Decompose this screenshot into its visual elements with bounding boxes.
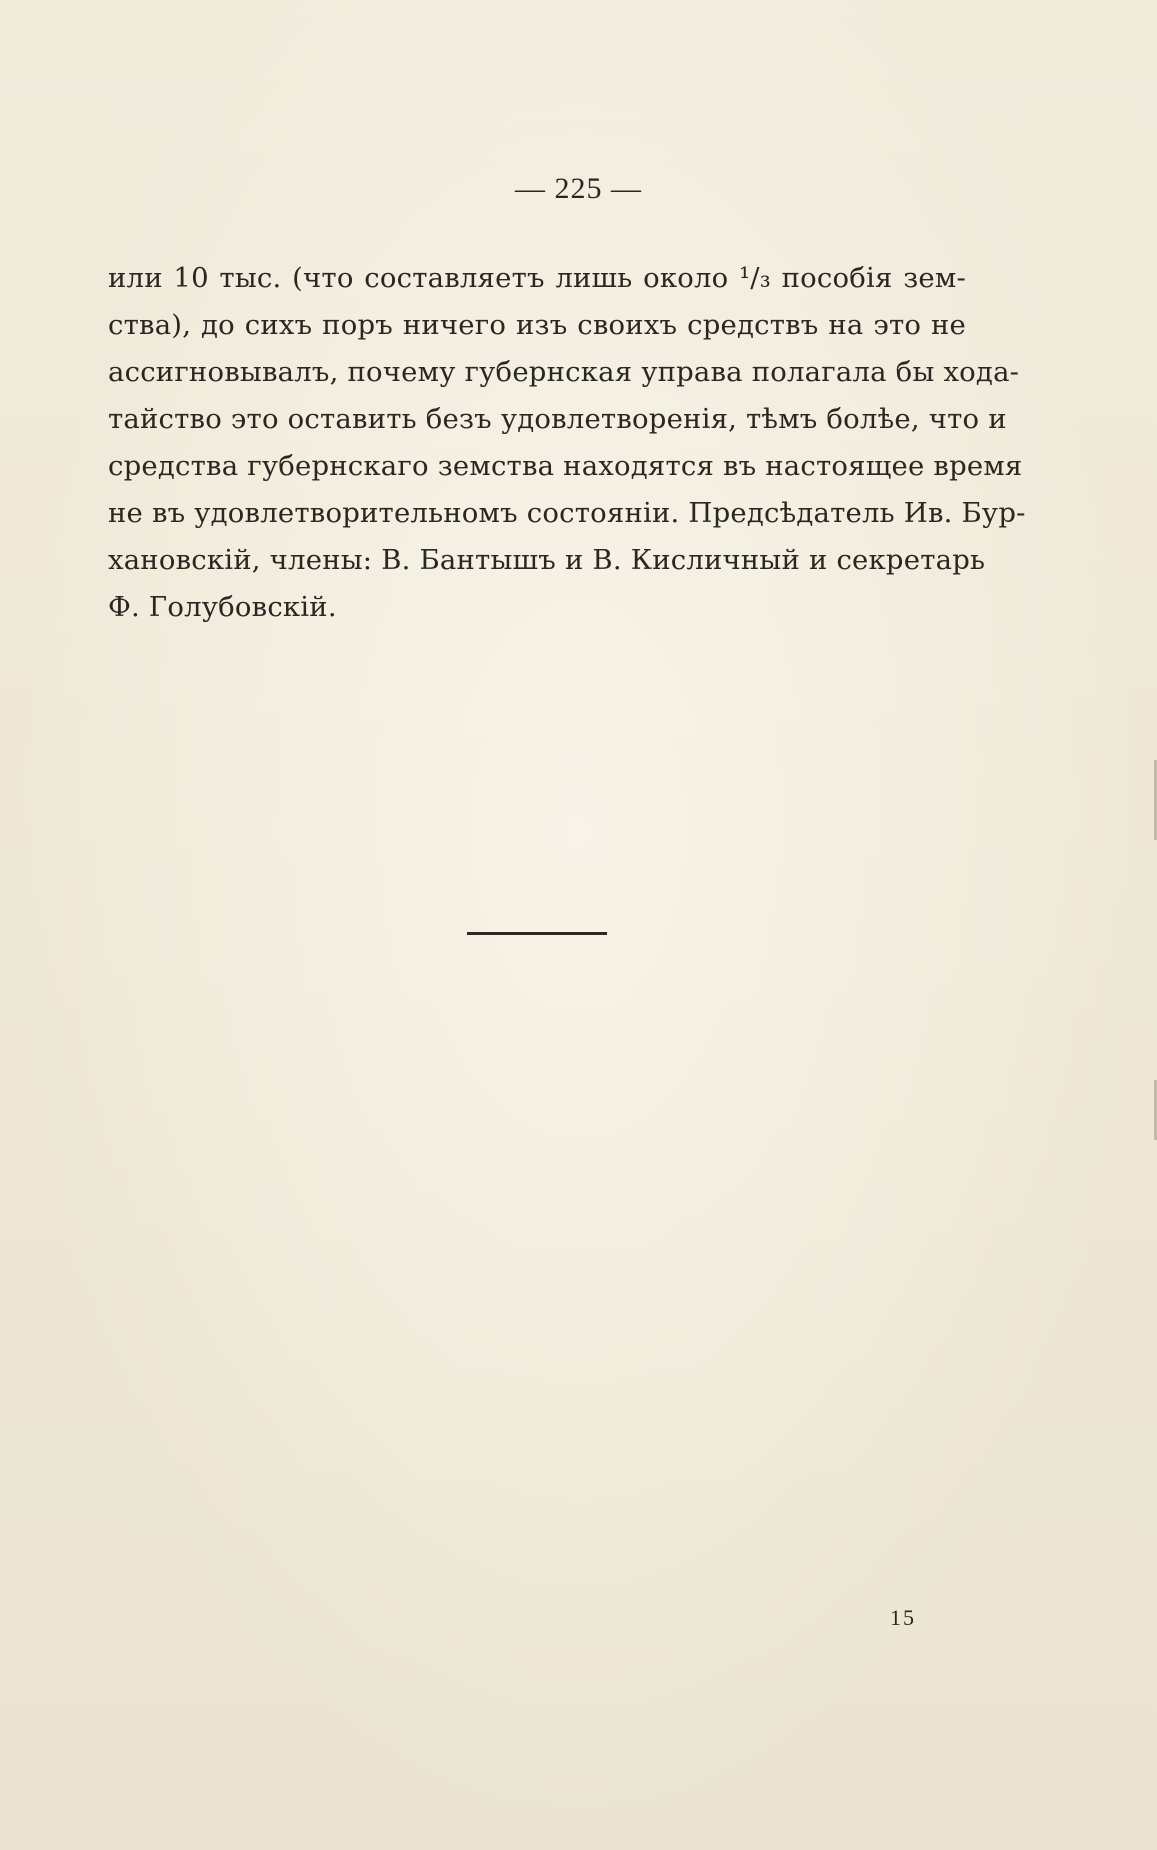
text-line: хановскій, члены: В. Бантышъ и В. Кисличный и секретарь [108,544,986,576]
text-line: ства), до сихъ поръ ничего изъ своихъ средствъ на это не [108,309,966,341]
body-paragraph [108,255,1026,631]
section-divider [467,932,607,935]
signature-number: 15 [890,1605,916,1630]
text-line: тайство это оставить безъ удовлетворенія, тѣмъ болѣе, что и [108,403,1007,435]
text-line: не въ удовлетворительномъ состояніи. Предсѣдатель Ив. Бур- [108,497,1026,529]
text-line: или 10 тыс. (что составляетъ лишь около ¹/₃ пособія зем- [108,262,966,294]
bleed-through-texture [640,590,1000,1650]
text-line: ассигновывалъ, почему губернская управа полагала бы хода- [108,356,1020,388]
text-line: Ф. Голубовскій. [108,591,337,623]
page-number-header: — 225 — [515,172,642,205]
text-line: средства губернскаго земства находятся въ настоящее время [108,450,1023,482]
